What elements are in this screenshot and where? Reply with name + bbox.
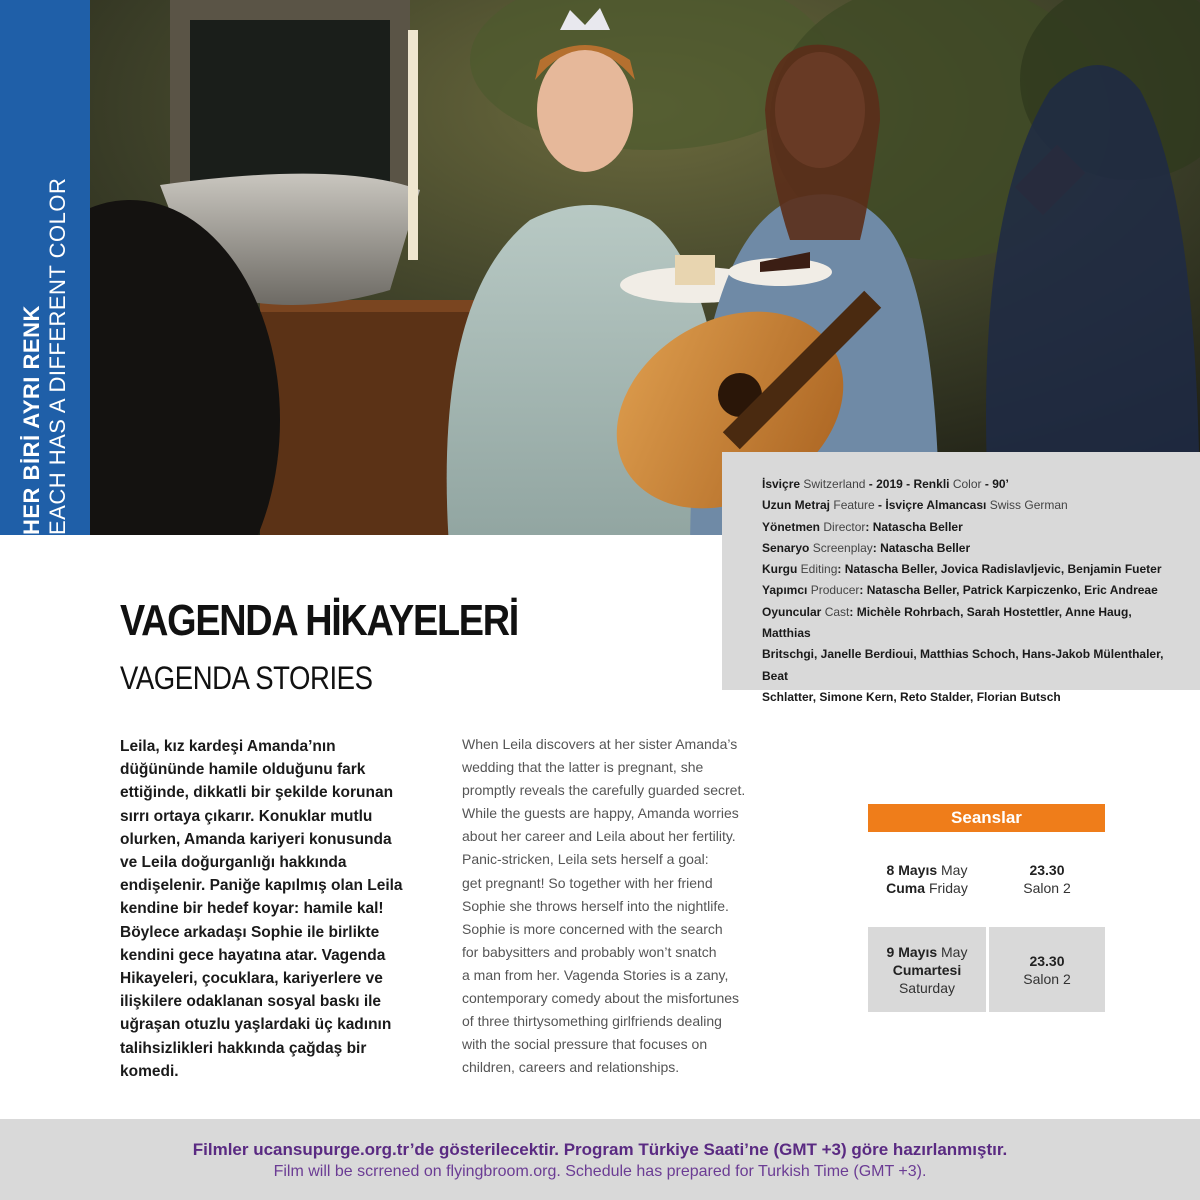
synopsis-line: get pregnant! So together with her friend	[462, 874, 713, 891]
editing-value: : Natascha Beller, Jovica Radislavljevic, Benjamin Fueter	[837, 562, 1162, 577]
synopsis-line: komedi.	[120, 1062, 179, 1080]
synopsis-line: Sophie she throws herself into the nightlife.	[462, 897, 729, 914]
session-date-cell	[868, 927, 986, 1012]
screenplay-label-en: Screenplay	[812, 540, 873, 555]
sessions-header: Seanslar	[868, 804, 1105, 832]
separator: -	[865, 477, 877, 491]
info-line-screenplay	[762, 538, 1180, 559]
type-tr: Uzun Metraj	[762, 498, 831, 513]
info-line-type	[762, 495, 1180, 516]
producer-label-en: Producer	[810, 583, 860, 598]
session-day-tr: Cuma	[886, 880, 926, 896]
year: 2019	[876, 477, 903, 491]
editing-label-en: Editing	[800, 562, 838, 577]
side-banner-text	[5, 65, 85, 535]
synopsis-line: of three thirtysomething girlfriends dealing	[462, 1013, 722, 1030]
synopsis-tr	[120, 735, 420, 1083]
synopsis-line: talihsizlikleri hakkında çağdaş bir	[120, 1039, 367, 1057]
synopsis-line: kendini gece hayatına atar. Vagenda	[120, 946, 386, 964]
cast-label-en: Cast	[824, 604, 850, 619]
producer-label-tr: Yapımcı	[762, 583, 808, 598]
director-label-en: Director	[823, 519, 866, 534]
footer-note-tr: Filmler ucansupurge.org.tr’de gösterilecektir. Program Türkiye Saati’ne (GMT +3) göre hazırlanmıştır.	[192, 1140, 1008, 1159]
synopsis-line: Sophie is more concerned with the search	[462, 920, 723, 937]
duration: 90’	[992, 477, 1009, 491]
synopsis-line: about her career and Leila about her fertility.	[462, 828, 736, 845]
film-title-en: VAGENDA STORIES	[120, 660, 373, 696]
info-line-producer	[762, 580, 1180, 601]
session-day-en: Saturday	[898, 979, 956, 996]
language-tr: İsviçre Almancası	[885, 498, 987, 513]
session-date-cell	[868, 840, 986, 918]
info-line-cast	[762, 602, 1180, 645]
synopsis-line: olurken, Amanda kariyeri konusunda	[120, 830, 392, 848]
session-venue: Salon 2	[1023, 880, 1071, 896]
session-date-tr: 9 Mayıs	[886, 943, 938, 960]
info-line-director	[762, 517, 1180, 538]
country-en: Switzerland	[803, 477, 866, 491]
side-banner	[0, 0, 90, 535]
producer-value: : Natascha Beller, Patrick Karpiczenko, Eric Andreae	[859, 583, 1158, 598]
banner-title-en: EACH HAS A DIFFERENT COLOR	[45, 177, 70, 535]
type-en: Feature	[833, 498, 875, 513]
separator: -	[874, 498, 886, 513]
synopsis-line: contemporary comedy about the misfortunes	[462, 990, 740, 1007]
synopsis-line: for babysitters and probably won’t snatch	[462, 943, 717, 960]
synopsis-line: sırrı ortaya çıkarır. Konuklar mutlu	[120, 807, 373, 825]
synopsis-line: a man from her. Vagenda Stories is a zany,	[462, 966, 729, 983]
screenplay-value: : Natascha Beller	[872, 540, 971, 555]
session-day-tr: Cumartesi	[892, 961, 962, 978]
synopsis-line: Panic-stricken, Leila sets herself a goal:	[462, 851, 709, 868]
synopsis-line: Hikayeleri, çocuklara, kariyerlere ve	[120, 970, 383, 988]
synopsis-line: uğraşan otuzlu yaşlardaki üç kadının	[120, 1016, 392, 1034]
info-line-editing	[762, 559, 1180, 580]
director-value: : Natascha Beller	[865, 519, 963, 534]
session-venue: Salon 2	[1023, 970, 1071, 987]
session-date-en: May	[941, 862, 968, 878]
info-line-cast-cont: Schlatter, Simone Kern, Reto Stalder, Florian Butsch	[762, 689, 1061, 704]
synopsis-line: with the social pressure that focuses on	[462, 1036, 708, 1053]
synopsis-line: When Leila discovers at her sister Amanda’s	[462, 736, 738, 752]
film-title-tr: VAGENDA HİKAYELERİ	[120, 596, 518, 645]
screenplay-label-tr: Senaryo	[762, 540, 810, 555]
synopsis-line: children, careers and relationships.	[462, 1059, 680, 1076]
session-date-tr: 8 Mayıs	[886, 862, 938, 878]
synopsis-line: ettiğinde, dikkatli bir şekilde korunan	[120, 784, 394, 802]
session-time: 23.30	[1029, 862, 1065, 878]
session-time-cell	[989, 927, 1105, 1012]
banner-title-tr: HER BİRİ AYRI RENK	[19, 305, 44, 535]
cast-label-tr: Oyuncular	[762, 604, 822, 619]
info-line-country	[762, 474, 1180, 495]
cast-value: : Michèle Rohrbach, Sarah Hostettler, Anne Haug, Matthias	[762, 604, 1132, 641]
session-time-cell	[989, 840, 1105, 918]
language-en: Swiss German	[989, 498, 1068, 513]
synopsis-line: While the guests are happy, Amanda worries	[462, 805, 739, 822]
footer-note-en: Film will be scrrened on flyingbroom.org. Schedule has prepared for Turkish Time (GMT +3).	[273, 1163, 927, 1180]
film-info-box	[722, 452, 1200, 704]
info-line-cast-cont: Britschgi, Janelle Berdioui, Matthias Schoch, Hans-Jakob Mülenthaler, Beat	[762, 647, 1164, 683]
session-time: 23.30	[1029, 952, 1065, 969]
session-day-en: Friday	[928, 880, 968, 896]
synopsis-en	[462, 733, 807, 1079]
synopsis-line: wedding that the latter is pregnant, she	[462, 759, 704, 776]
synopsis-line: düğününde hamile olduğunu fark	[120, 761, 366, 779]
color-en: Color	[952, 477, 982, 491]
editing-label-tr: Kurgu	[762, 562, 798, 577]
synopsis-line: endişelenir. Paniğe kapılmış olan Leila	[120, 877, 403, 895]
session-date-en: May	[941, 943, 968, 960]
synopsis-line: ve Leila doğurganlığı hakkında	[120, 854, 347, 872]
country-tr: İsviçre	[762, 477, 801, 491]
separator: -	[981, 477, 993, 491]
synopsis-line: promptly reveals the carefully guarded secret.	[462, 782, 746, 799]
synopsis-line: Leila, kız kardeşi Amanda’nın	[120, 738, 336, 755]
director-label-tr: Yönetmen	[762, 519, 821, 534]
separator: -	[902, 477, 914, 491]
color-tr: Renkli	[913, 477, 950, 491]
synopsis-line: Böylece arkadaşı Sophie ile birlikte	[120, 923, 380, 941]
footer	[0, 1119, 1200, 1200]
synopsis-line: kendine bir hedef koyar: hamile kal!	[120, 900, 384, 918]
synopsis-line: ilişkilere odaklanan sosyal baskı ile	[120, 993, 382, 1011]
